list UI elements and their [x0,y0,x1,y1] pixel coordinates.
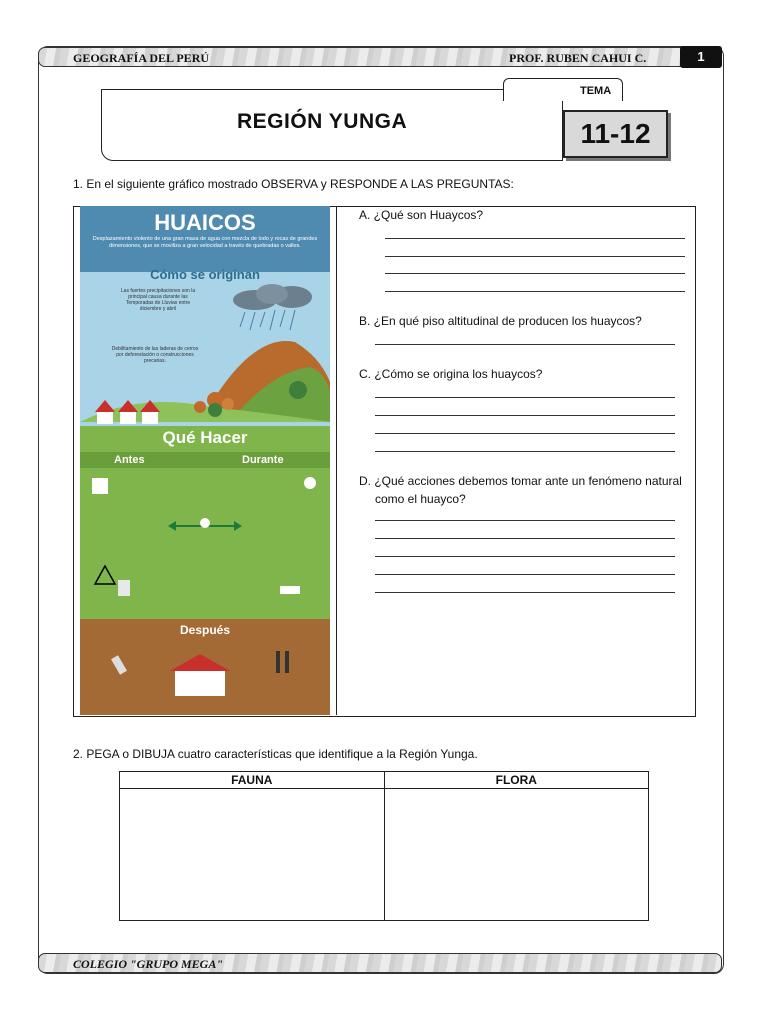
answer-line[interactable] [385,238,685,239]
info-title: HUAICOS [154,210,256,235]
answer-line[interactable] [375,344,675,345]
answer-line[interactable] [375,451,675,452]
question-b: B. ¿En qué piso altitudinal de producen los huaycos? [359,314,642,328]
origin-title: Cómo se originan [150,267,260,282]
question-a: A. ¿Qué son Huaycos? [359,208,484,222]
school-label: COLEGIO "GRUPO MEGA" [73,957,224,971]
answer-line[interactable] [375,433,675,434]
que-hacer-title: Qué Hacer [162,428,248,447]
despues-icons [80,646,330,715]
fauna-flora-table [119,771,649,921]
flora-cell[interactable] [384,789,648,921]
que-hacer-icons [80,468,330,618]
despues-title: Después [179,623,231,637]
column-divider [336,206,337,715]
footer-band [38,953,722,973]
question-c: C. ¿Cómo se origina los huaycos? [359,367,543,381]
answer-line[interactable] [385,291,685,292]
fauna-header: FAUNA [120,772,385,789]
answer-line[interactable] [385,256,685,257]
question-d-cont: como el huayco? [375,492,466,506]
antes-label: Antes [114,454,145,466]
info-subtitle: Desplazamiento violento de una gran masa de agua con mezcla de lodo y rocas de grandes dimensiones, que se moviliza a gran velocidad a través de quebradas o valles. [92,236,318,249]
tema-label: TEMA [580,85,612,97]
answer-line[interactable] [385,273,685,274]
answer-line[interactable] [375,538,675,539]
durante-label: Durante [242,454,284,466]
answer-line[interactable] [375,397,675,398]
question-1-prompt: 1. En el siguiente gráfico mostrado OBSERVA y RESPONDE A LAS PREGUNTAS: [73,177,514,191]
fauna-cell[interactable] [120,789,385,921]
question-d: D. ¿Qué acciones debemos tomar ante un fenómeno natural [359,474,682,488]
origin-text-2: Debilitamiento de las laderas de cerros por deforestación o construcciones precarias. [111,346,199,364]
subject-label: GEOGRAFÍA DEL PERÚ [73,51,210,65]
header-band [38,47,722,67]
answer-line[interactable] [375,574,675,575]
answer-line[interactable] [375,556,675,557]
flora-header: FLORA [384,772,648,789]
tema-number: 11-12 [563,110,668,158]
page-title: REGIÓN YUNGA [237,110,408,133]
question-2-prompt: 2. PEGA o DIBUJA cuatro características que identifique a la Región Yunga. [73,747,478,761]
info-header [80,206,330,272]
teacher-label: PROF. RUBEN CAHUI C. [509,51,647,65]
origin-text-1: Las fuertes precipitaciones son la principal causa durante las Temporadas de Lluvias entre diciembre y abril [120,288,196,312]
answer-line[interactable] [375,415,675,416]
page-number: 1 [680,46,722,68]
answer-line[interactable] [375,520,675,521]
origin-illustration [80,272,330,432]
huaicos-infographic [80,206,330,715]
answer-line[interactable] [375,592,675,593]
